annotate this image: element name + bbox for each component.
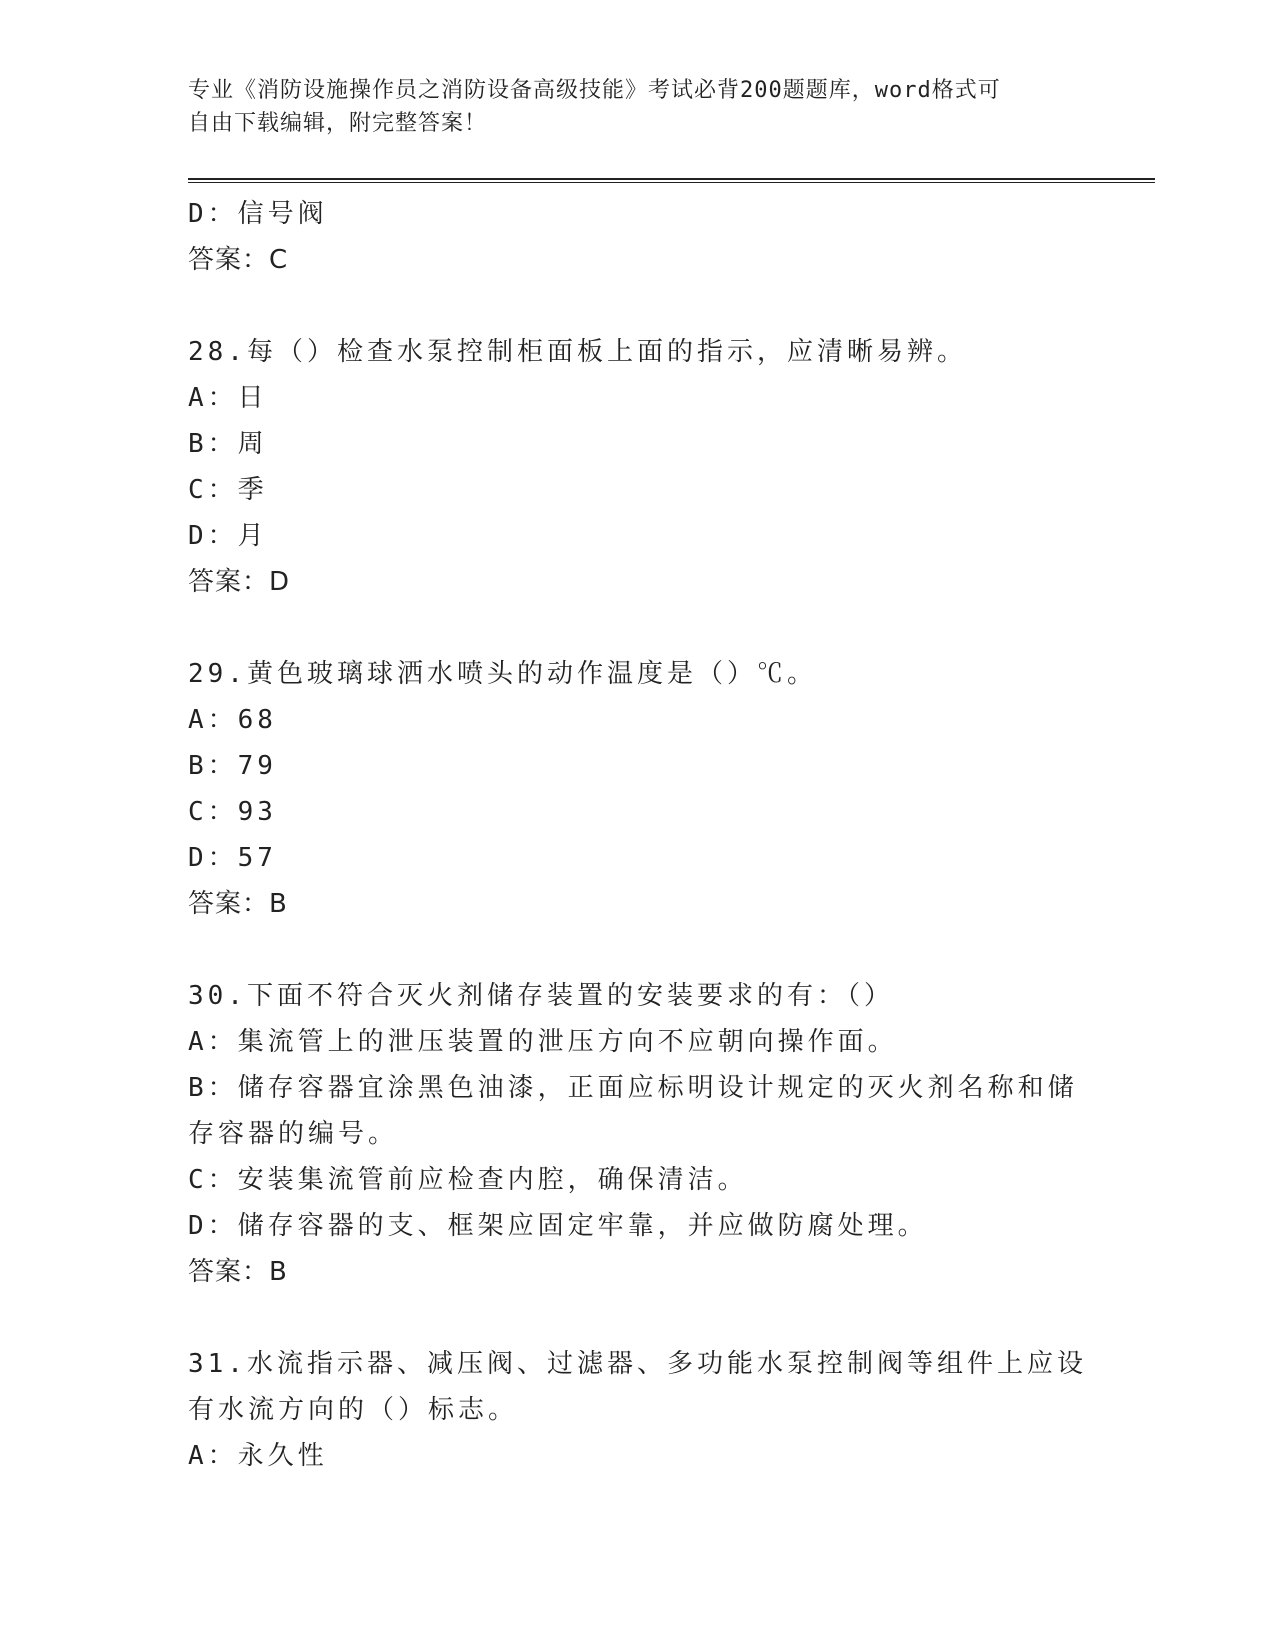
answer: 答案：B: [188, 889, 288, 919]
prev-answer: 答案：C: [188, 245, 289, 275]
prev-option-d: D：信号阀: [188, 199, 328, 229]
option-d: D：月: [188, 521, 268, 551]
option-a: A：日: [188, 383, 268, 413]
option-b: B：储存容器宜涂黑色油漆，正面应标明设计规定的灭火剂名称和储存容器的编号。: [188, 1073, 1078, 1149]
header-line-2: 自由下载编辑，附完整答案！: [188, 111, 488, 136]
question-31: [188, 1341, 1088, 1479]
option-c: C：安装集流管前应检查内腔，确保清洁。: [188, 1165, 748, 1195]
question-stem: 29.黄色玻璃球洒水喷头的动作温度是（）℃。: [188, 659, 817, 689]
question-28: [188, 329, 1088, 605]
header-divider: [188, 178, 1155, 183]
option-b: B：周: [188, 429, 268, 459]
question-29: [188, 651, 1088, 927]
question-stem: 28.每（）检查水泵控制柜面板上面的指示，应清晰易辨。: [188, 337, 967, 367]
spacer: [188, 927, 1088, 973]
spacer: [188, 605, 1088, 651]
option-a: A：永久性: [188, 1441, 328, 1471]
spacer: [188, 283, 1088, 329]
document-header: [188, 74, 1068, 140]
option-d: D：57: [188, 843, 277, 873]
option-c: C：93: [188, 797, 277, 827]
header-line-1: 专业《消防设施操作员之消防设备高级技能》考试必背200题题库，word格式可: [188, 78, 1001, 103]
question-30: [188, 973, 1088, 1295]
answer: 答案：D: [188, 567, 291, 597]
option-c: C：季: [188, 475, 268, 505]
question-stem: 31.水流指示器、减压阀、过滤器、多功能水泵控制阀等组件上应设有水流方向的（）标志。: [188, 1349, 1087, 1425]
option-b: B：79: [188, 751, 277, 781]
question-list: [188, 191, 1088, 1479]
answer: 答案：B: [188, 1257, 288, 1287]
spacer: [188, 1295, 1088, 1341]
option-d: D：储存容器的支、框架应固定牢靠，并应做防腐处理。: [188, 1211, 928, 1241]
option-a: A：68: [188, 705, 277, 735]
option-a: A：集流管上的泄压装置的泄压方向不应朝向操作面。: [188, 1027, 898, 1057]
question-stem: 30.下面不符合灭火剂储存装置的安装要求的有：（）: [188, 981, 894, 1011]
